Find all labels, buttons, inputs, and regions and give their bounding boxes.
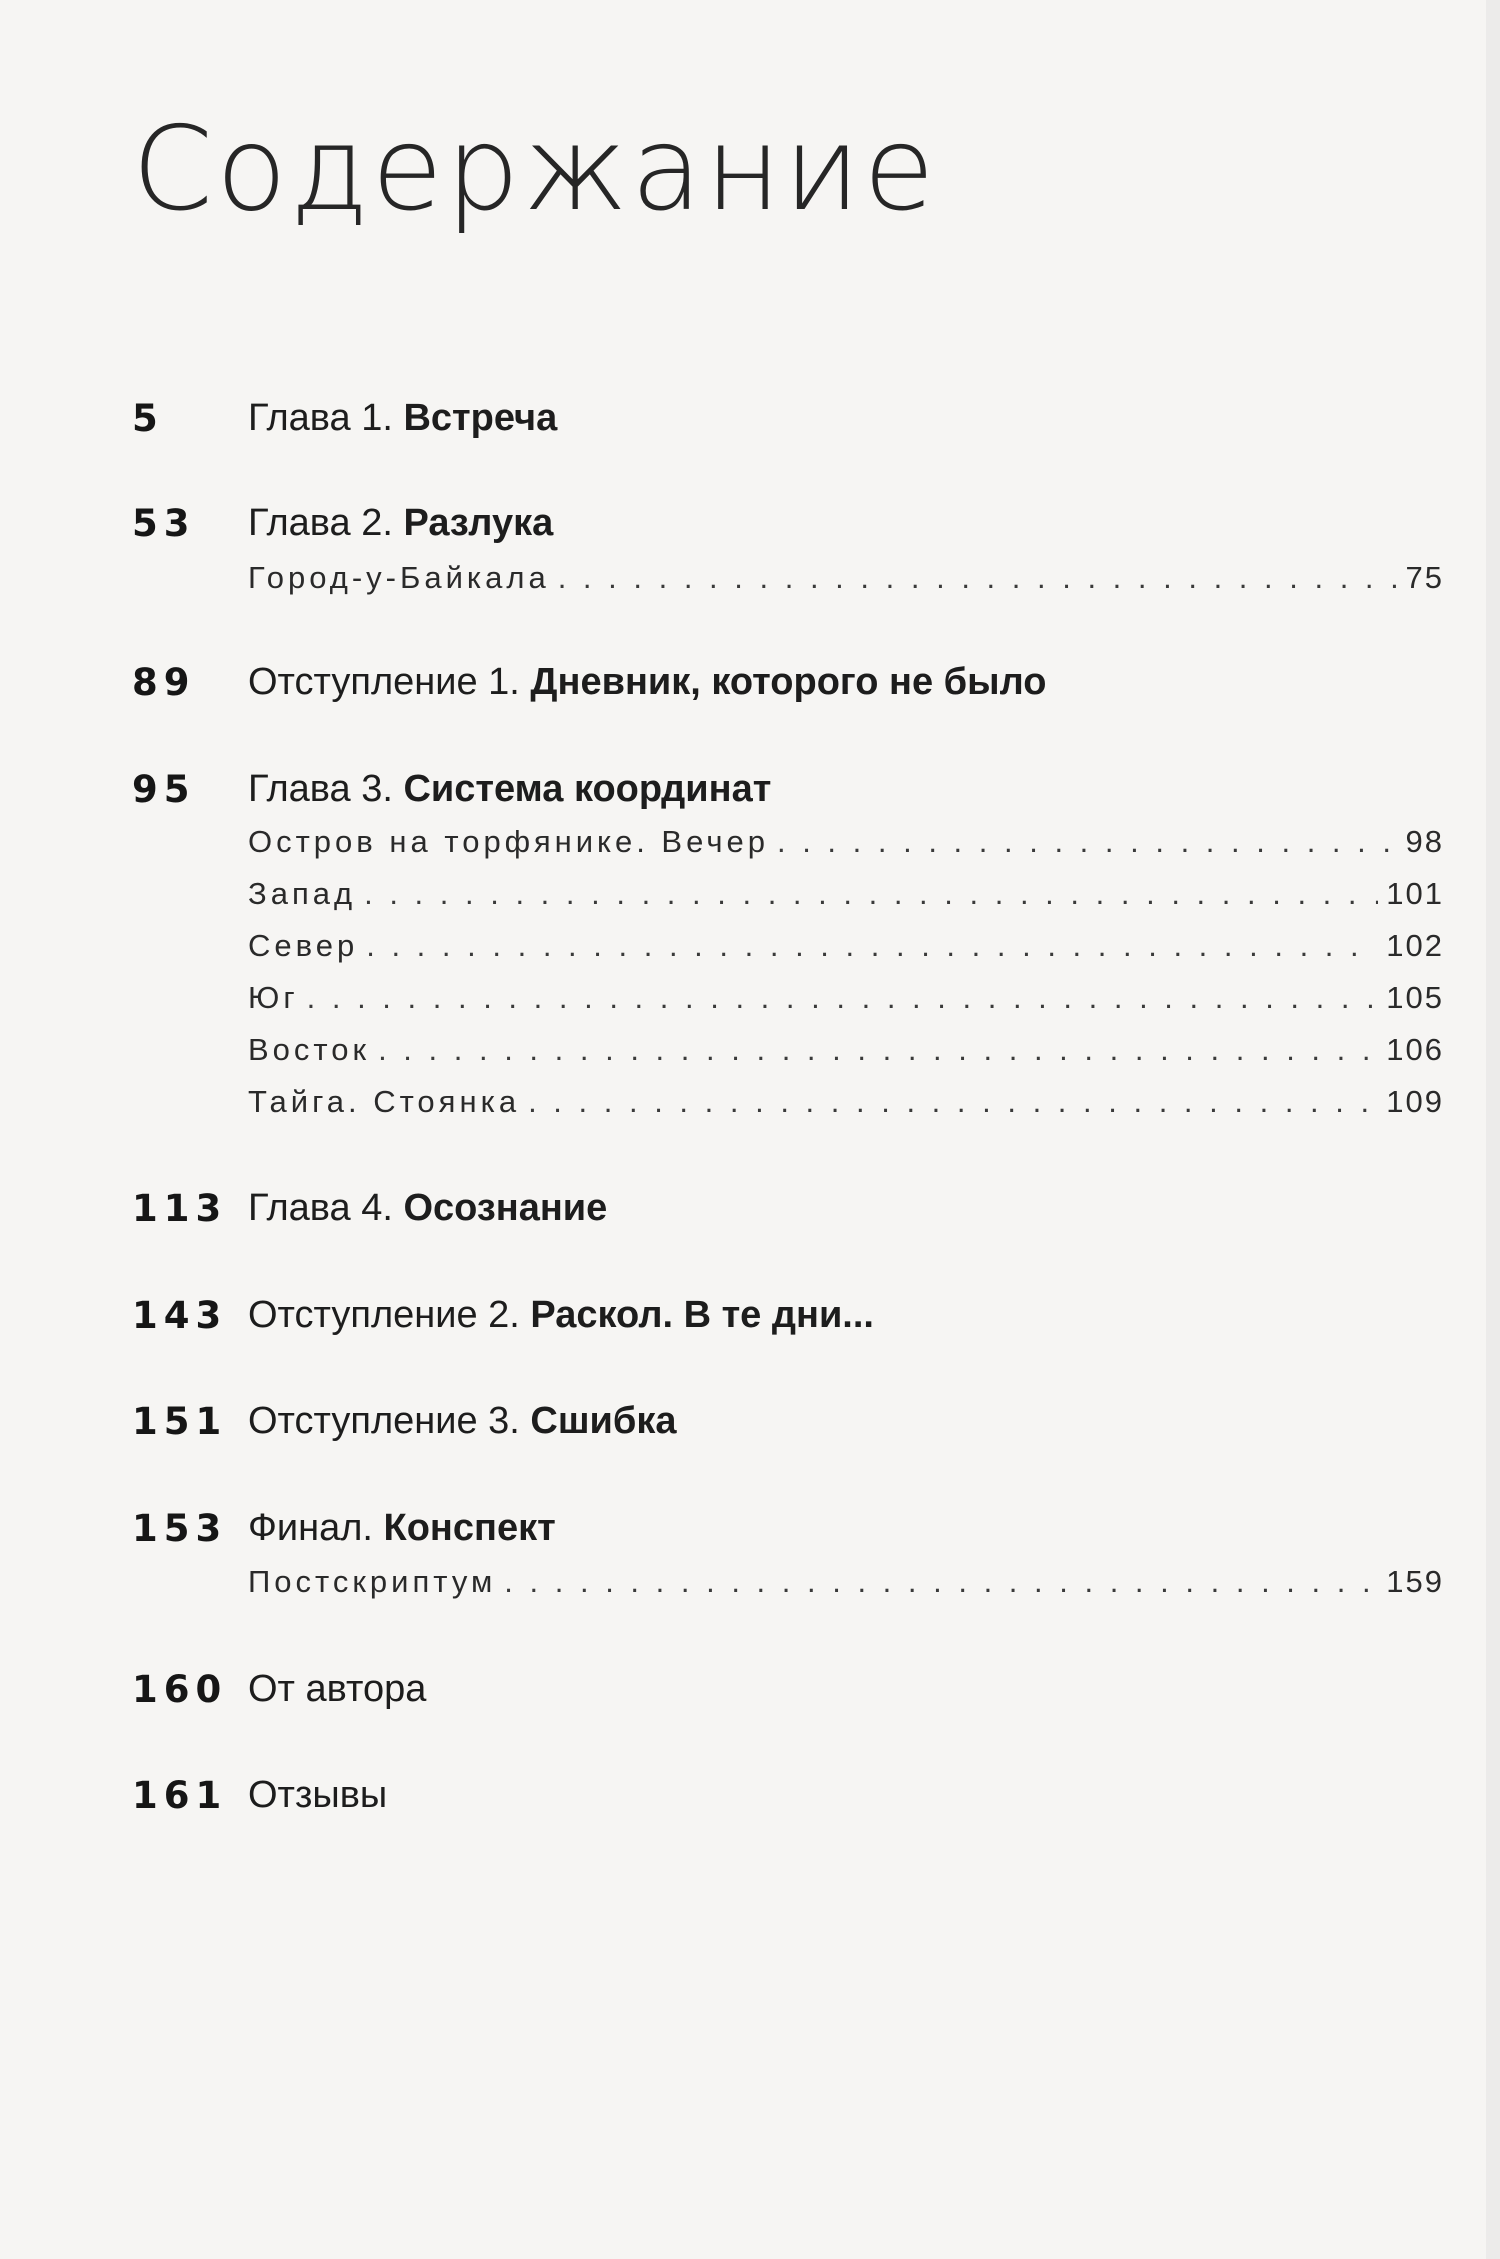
entry-title-main: Разлука xyxy=(403,501,554,544)
entry-title xyxy=(248,1668,426,1711)
toc-subentry xyxy=(248,928,1444,968)
toc-entry xyxy=(132,1502,556,1554)
entry-page-number: 151 xyxy=(132,1399,228,1443)
subentry-page-number: 159 xyxy=(1386,1564,1444,1599)
entry-title-main: Встреча xyxy=(403,396,558,439)
subentry-page-number: 75 xyxy=(1405,560,1444,595)
entry-title-main: Осознание xyxy=(403,1186,608,1229)
entry-page-number: 153 xyxy=(132,1506,228,1550)
entry-title-lead: Отзывы xyxy=(248,1773,388,1816)
entry-page-number: 143 xyxy=(132,1293,228,1337)
toc-entry xyxy=(132,763,771,815)
entry-title-lead: Глава 1. xyxy=(248,396,393,439)
entry-page-number: 161 xyxy=(132,1773,228,1817)
subentry-page-number: 106 xyxy=(1386,1032,1444,1067)
entry-title xyxy=(248,1507,556,1550)
toc-entry xyxy=(132,1289,874,1341)
dot-leader xyxy=(777,824,1398,860)
subentry-page-number: 98 xyxy=(1405,824,1444,859)
entry-title-main: Конспект xyxy=(383,1506,556,1549)
dot-leader xyxy=(378,1032,1378,1068)
dot-leader xyxy=(528,1084,1378,1120)
dot-leader xyxy=(504,1564,1378,1600)
dot-leader xyxy=(366,928,1378,964)
entry-page-number: 95 xyxy=(132,767,196,811)
subentry-page-number: 109 xyxy=(1386,1084,1444,1119)
entry-title-lead: Глава 4. xyxy=(248,1186,393,1229)
entry-title xyxy=(248,1294,874,1337)
subentry-page-number: 102 xyxy=(1386,928,1444,963)
subentry-title: Остров на торфянике. Вечер xyxy=(248,824,769,859)
entry-title-main: Система координат xyxy=(403,767,772,810)
toc-entry xyxy=(132,1663,426,1715)
entry-title-main: Раскол. В те дни... xyxy=(530,1293,874,1336)
entry-title-lead: Финал. xyxy=(248,1506,373,1549)
entry-title xyxy=(248,768,771,811)
dot-leader xyxy=(307,980,1379,1016)
toc-subentry xyxy=(248,1084,1444,1124)
toc-entry xyxy=(132,497,553,549)
dot-leader xyxy=(558,560,1398,596)
subentry-title: Тайга. Стоянка xyxy=(248,1084,521,1119)
page-title: Содержание xyxy=(132,102,938,237)
toc-subentry xyxy=(248,824,1444,864)
entry-page-number: 5 xyxy=(132,396,164,440)
toc-subentry xyxy=(248,980,1444,1020)
toc-entry xyxy=(132,1395,677,1447)
dot-leader xyxy=(364,876,1378,912)
subentry-title: Город-у-Байкала xyxy=(248,560,550,595)
toc-entry xyxy=(132,1182,607,1234)
subentry-page-number: 105 xyxy=(1386,980,1444,1015)
subentry-title: Юг xyxy=(248,980,299,1015)
toc-subentry xyxy=(248,1564,1444,1604)
toc-subentry xyxy=(248,560,1444,600)
entry-title xyxy=(248,502,553,545)
entry-title xyxy=(248,397,557,440)
entry-page-number: 160 xyxy=(132,1667,228,1711)
toc-subentry xyxy=(248,876,1444,916)
entry-title-lead: От автора xyxy=(248,1667,427,1710)
toc-entry xyxy=(132,656,1046,708)
entry-title-lead: Отступление 3. xyxy=(248,1399,520,1442)
entry-title-lead: Глава 3. xyxy=(248,767,393,810)
entry-title-lead: Отступление 2. xyxy=(248,1293,520,1336)
entry-title xyxy=(248,1774,387,1817)
entry-title-main: Сшибка xyxy=(530,1399,677,1442)
entry-page-number: 53 xyxy=(132,501,196,545)
entry-title xyxy=(248,1400,677,1443)
toc-entry xyxy=(132,1769,387,1821)
toc-subentry xyxy=(248,1032,1444,1072)
entry-title-lead: Глава 2. xyxy=(248,501,393,544)
subentry-title: Запад xyxy=(248,876,357,911)
entry-page-number: 89 xyxy=(132,660,196,704)
subentry-page-number: 101 xyxy=(1386,876,1444,911)
entry-title-lead: Отступление 1. xyxy=(248,660,520,703)
entry-page-number: 113 xyxy=(132,1186,228,1230)
entry-title-main: Дневник, которого не было xyxy=(530,660,1047,703)
subentry-title: Постскриптум xyxy=(248,1564,497,1599)
subentry-title: Восток xyxy=(248,1032,371,1067)
toc-entry xyxy=(132,392,557,444)
entry-title xyxy=(248,661,1046,704)
entry-title xyxy=(248,1187,607,1230)
scan-edge xyxy=(1486,0,1500,2259)
subentry-title: Север xyxy=(248,928,359,963)
